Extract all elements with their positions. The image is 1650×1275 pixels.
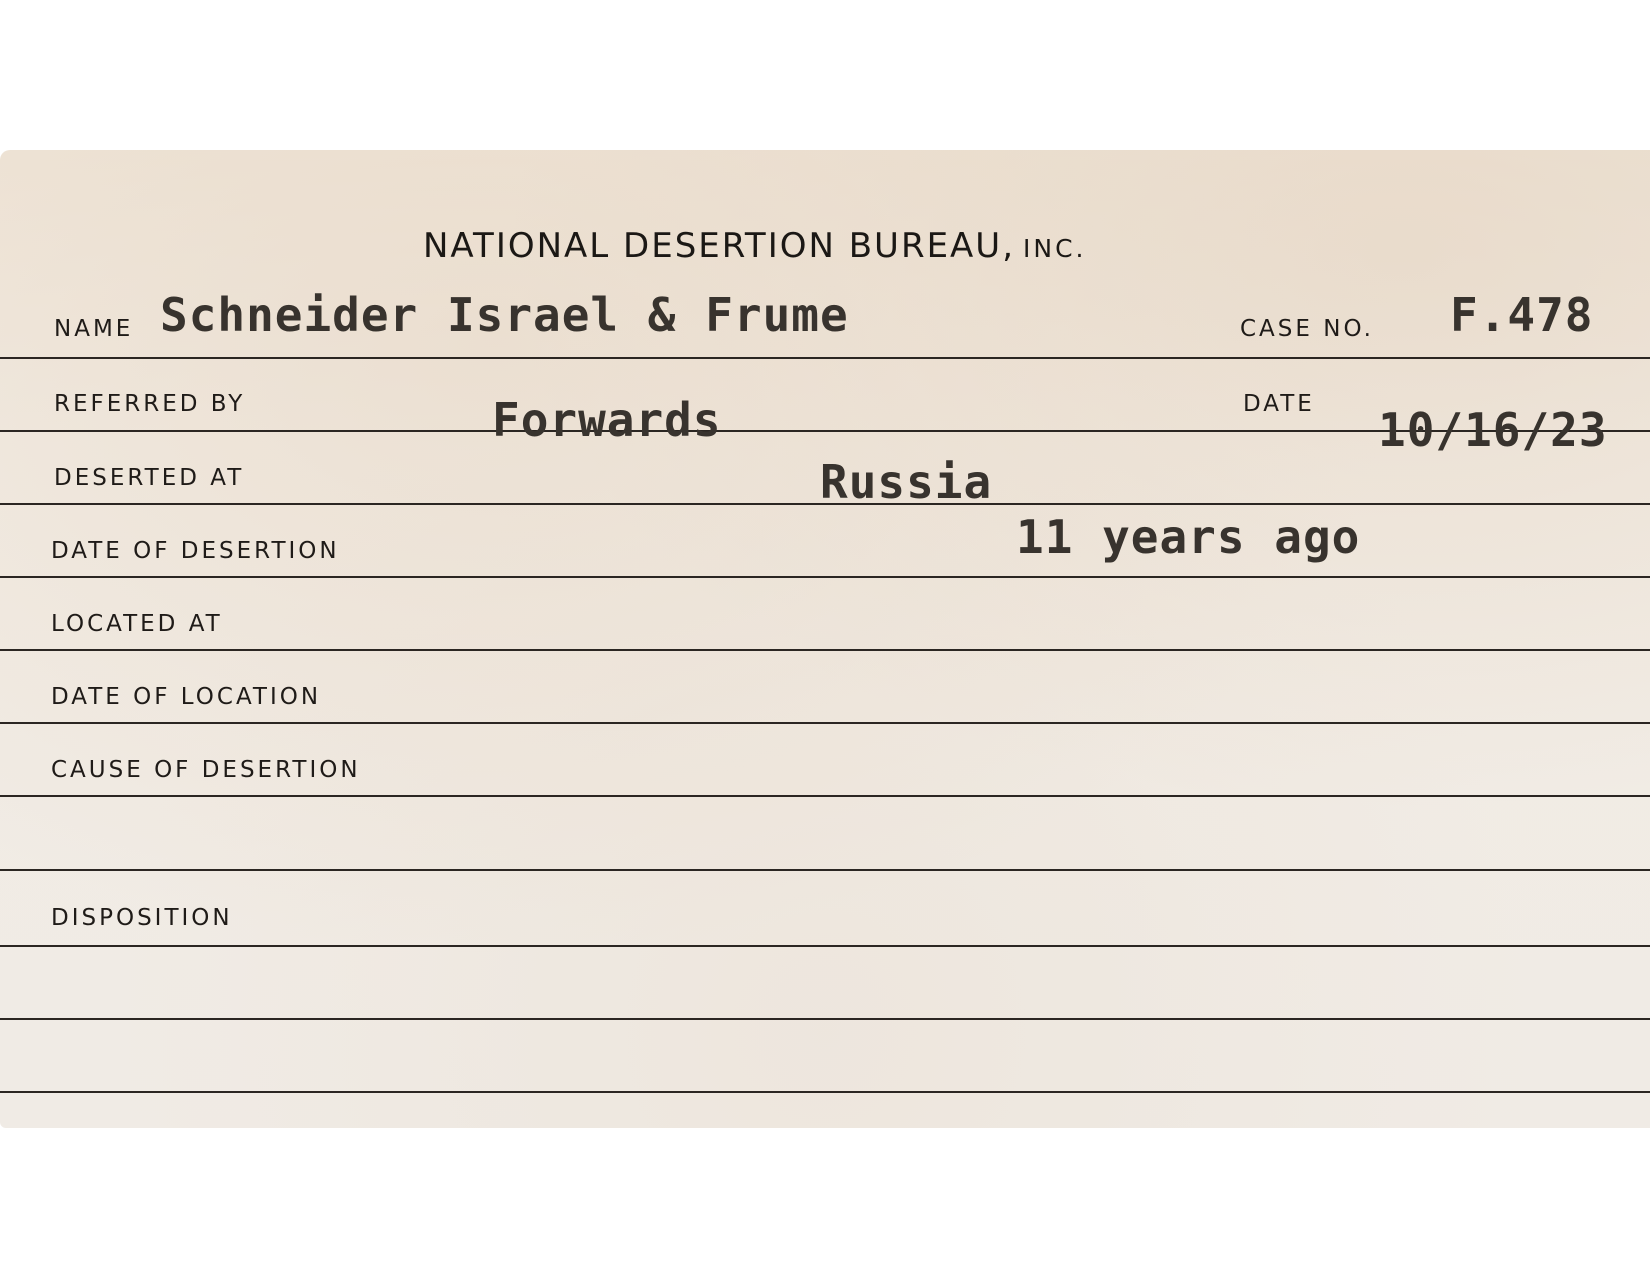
date-of-desertion-label: DATE OF DESERTION <box>51 538 340 564</box>
located-at-label: LOCATED AT <box>51 611 223 637</box>
rule-line <box>0 576 1650 578</box>
referred-by-label: REFERRED BY <box>54 391 246 417</box>
rule-line <box>0 1091 1650 1093</box>
date-of-location-label: DATE OF LOCATION <box>51 684 322 710</box>
date-label: DATE <box>1243 391 1315 417</box>
case-no-label: CASE NO. <box>1240 316 1374 342</box>
rule-line <box>0 945 1650 947</box>
deserted-at-value: Russia <box>820 455 993 509</box>
bureau-name: NATIONAL DESERTION BUREAU, <box>423 226 1015 266</box>
case-no-value: F.478 <box>1450 288 1594 342</box>
rule-line <box>0 1018 1650 1020</box>
bureau-title <box>423 226 1086 266</box>
name-label: NAME <box>54 316 134 342</box>
rule-line <box>0 795 1650 797</box>
bureau-suffix: INC. <box>1023 234 1087 263</box>
cause-of-desertion-label: CAUSE OF DESERTION <box>51 757 361 783</box>
rule-line <box>0 869 1650 871</box>
disposition-label: DISPOSITION <box>51 905 233 931</box>
referred-by-value: Forwards <box>492 393 722 447</box>
rule-line <box>0 722 1650 724</box>
date-of-desertion-value: 11 years ago <box>1016 510 1361 564</box>
rule-line <box>0 649 1650 651</box>
date-value: 10/16/23 <box>1378 403 1608 457</box>
name-value: Schneider Israel & Frume <box>160 288 849 342</box>
rule-line <box>0 357 1650 359</box>
deserted-at-label: DESERTED AT <box>54 465 245 491</box>
